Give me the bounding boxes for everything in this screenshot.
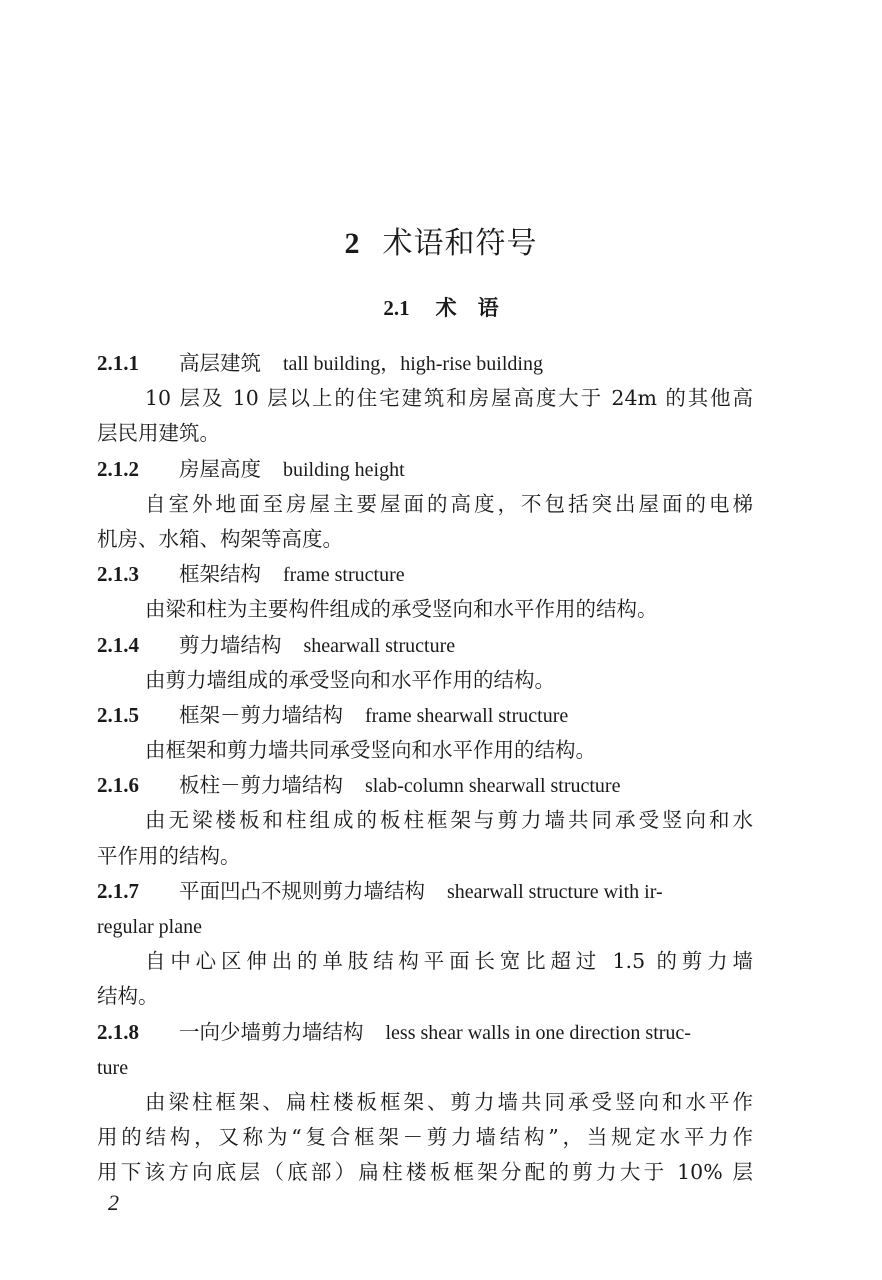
term-number: 2.1.5 [97,702,139,727]
term-heading [97,452,753,487]
term-heading [97,874,753,909]
term-english: less shear walls in one direction struc- [385,1021,691,1044]
term-chinese: 平面凹凸不规则剪力墙结构 [179,878,425,903]
term-english: regular plane [97,916,202,938]
term-chinese: 框架结构 [179,562,261,587]
term-chinese: 一向少墙剪力墙结构 [179,1019,364,1044]
term-heading [97,557,753,592]
page-number: 2 [108,1190,119,1215]
term-definition-line: 由梁柱框架、扁柱楼板框架、剪力墙共同承受竖向和水平作 [145,1089,753,1114]
term-english-continued [97,909,753,944]
term-definition-line: 用下该方向底层（底部）扁柱楼板框架分配的剪力大于 10% 层 [97,1160,753,1185]
term-english-continued [97,1050,753,1085]
term-definition-line: 层民用建筑。 [97,421,220,446]
term-definition-line: 由框架和剪力墙共同承受竖向和水平作用的结构。 [145,738,596,763]
term-english: shearwall structure [303,634,456,657]
term-heading [97,698,753,733]
term-english: frame structure [283,564,405,587]
term-definition-line: 机房、水箱、构架等高度。 [97,526,343,551]
section-title [0,292,882,324]
term-english: shearwall structure with ir- [447,880,663,903]
term-chinese: 板柱－剪力墙结构 [179,773,343,798]
term-number: 2.1.4 [97,632,139,657]
term-english: ture [97,1056,129,1079]
term-definition-line: 平作用的结构。 [97,843,241,868]
chapter-title [0,222,882,266]
term-number: 2.1.8 [97,1019,139,1044]
term-definition-line: 自中心区伸出的单肢结构平面长宽比超过 1.5 的剪力墙 [145,949,753,974]
term-chinese: 高层建筑 [179,351,261,375]
term-english: frame shearwall structure [365,704,569,727]
term-number: 2.1.1 [97,351,139,375]
term-chinese: 框架－剪力墙结构 [179,702,343,727]
term-number: 2.1.6 [97,773,139,798]
term-number: 2.1.3 [97,562,139,587]
term-english: building height [283,458,405,481]
term-definition-line: 由无梁楼板和柱组成的板柱框架与剪力墙共同承受竖向和水 [145,808,753,833]
term-number: 2.1.7 [97,878,139,903]
chapter-number: 2 [344,227,361,260]
section-number: 2.1 [383,296,410,320]
chapter-title-text: 术语和符号 [382,226,538,261]
term-number: 2.1.2 [97,456,139,481]
term-definition-line: 10 层及 10 层以上的住宅建筑和房屋高度大于 24m 的其他高 [145,386,753,411]
term-english: slab-column shearwall structure [365,775,621,798]
section-title-text: 术 语 [435,295,499,320]
term-chinese: 房屋高度 [179,456,261,481]
term-heading [97,346,753,381]
term-definition-line: 自室外地面至房屋主要屋面的高度，不包括突出屋面的电梯 [145,491,753,516]
term-definition-line: 用的结构，又称为“复合框架－剪力墙结构”，当规定水平力作 [97,1125,753,1150]
term-heading [97,768,753,803]
term-chinese: 剪力墙结构 [179,632,282,657]
term-heading [97,1015,753,1050]
term-definition-line: 由梁和柱为主要构件组成的承受竖向和水平作用的结构。 [145,597,658,622]
term-definition-line: 结构。 [97,984,159,1009]
term-english: tall building，high-rise building [283,353,543,375]
term-list [97,346,753,1191]
term-definition-line: 由剪力墙组成的承受竖向和水平作用的结构。 [145,667,555,692]
term-heading [97,628,753,663]
